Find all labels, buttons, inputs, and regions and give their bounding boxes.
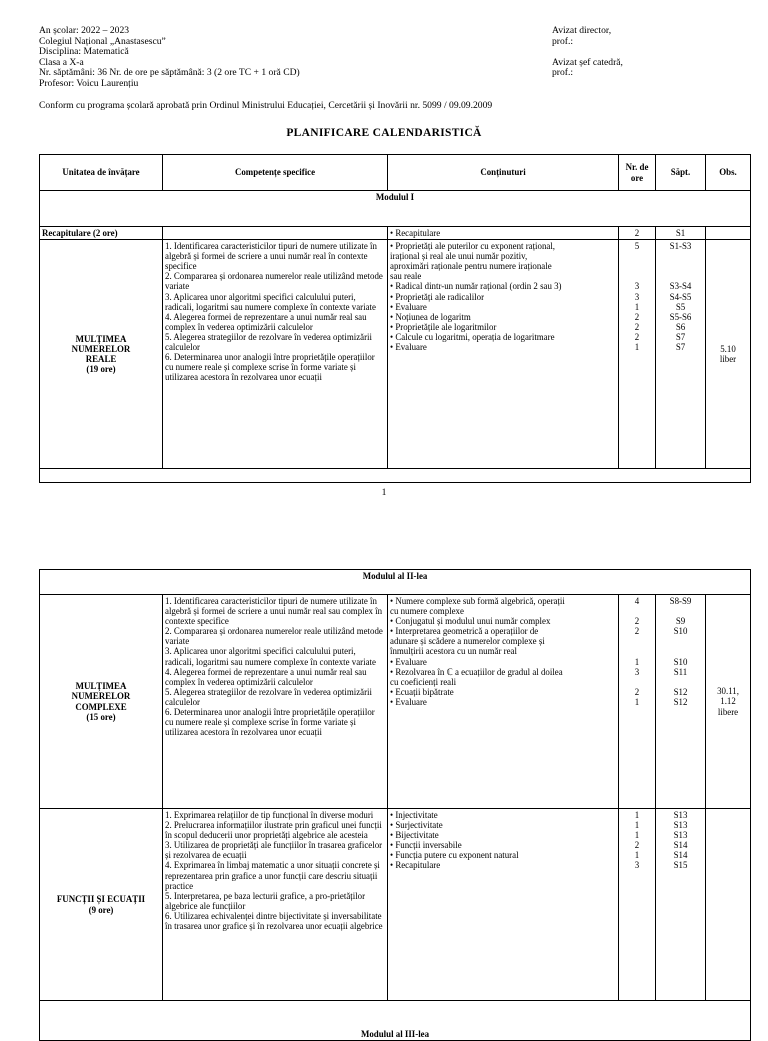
module-row <box>40 191 751 227</box>
weeks-hours: Nr. săptămâni: 36 Nr. de ore pe săptămână: 3 (2 ore TC + 1 oră CD) <box>39 67 300 79</box>
unit-line: NUMERELOR <box>71 691 131 702</box>
hours-value: 2 <box>634 686 640 697</box>
hours-value: 3 <box>634 281 640 292</box>
competence-item: 6. Utilizarea echivalenței dintre bijectivitate și inversabilitate în trasarea unor grafice și în rezolvarea unor ecuații algebrice <box>165 910 383 932</box>
hours-value <box>621 646 653 656</box>
col-header-hours: Nr. de ore <box>619 155 656 191</box>
week-value: S1-S3 <box>669 241 692 252</box>
hours-value: 1 <box>634 830 640 841</box>
competence-item: 1. Identificarea caracteristicilor tipuri de numere utilizate în algebră și formei de scriere a unui număr real în contexte specifice <box>165 241 377 272</box>
content-line: • Surjectivitate <box>390 820 443 831</box>
content-line: • Funcția putere cu exponent natural <box>390 850 519 861</box>
col-header-competences: Competențe specifice <box>163 155 388 191</box>
hours-value: 1 <box>634 850 640 861</box>
planning-table-page1 <box>39 154 751 483</box>
competence-item: 2. Prelucrarea informațiilor ilustrate prin graficul unei funcții în scopul deducerii unor proprietăți algebrice ale acesteia <box>165 820 382 841</box>
week-value: S11 <box>673 666 688 677</box>
director-approval: Avizat director, <box>552 25 612 36</box>
hours-value: 2 <box>634 321 640 332</box>
school-name: Colegiul Național „Anastasescu” <box>39 35 166 47</box>
header-right-block <box>552 26 732 79</box>
week-value <box>658 271 703 281</box>
unit-line: (9 ore) <box>88 904 114 915</box>
hours-value: 2 <box>634 311 640 322</box>
unit-line: MULȚIMEA <box>75 333 127 344</box>
week-value: S7 <box>675 342 686 353</box>
hours-cell <box>619 809 656 1001</box>
week-cell: S1 <box>656 227 706 240</box>
competence-item: 2. Compararea și ordonarea numerelor reale utilizând metode variate <box>165 271 383 292</box>
page-title: PLANIFICARE CALENDARISTICĂ <box>286 127 482 139</box>
hours-value: 4 <box>634 596 640 606</box>
table-row-empty <box>40 469 751 483</box>
content-line: • Radical dintr-un număr rațional (ordin 2 sau 3) <box>390 281 562 292</box>
content-line: • Conjugatul și modulul unui număr complex <box>390 616 551 627</box>
unit-line: REALE <box>85 354 117 365</box>
hours-value: 2 <box>634 616 640 627</box>
competences-cell <box>163 227 388 240</box>
competence-item: 5. Alegerea strategiilor de rezolvare în vederea optimizării calculelor <box>165 331 372 353</box>
unit-line: COMPLEXE <box>75 701 127 712</box>
module-label: Modulul al II-lea <box>40 570 751 595</box>
content-line: • Ecuații bipătrate <box>390 686 454 697</box>
unit-reals <box>40 240 163 469</box>
competences-cell <box>163 240 388 469</box>
hours-value: 1 <box>634 301 640 312</box>
week-value: S8-S9 <box>669 596 692 606</box>
competence-item: 6. Determinarea unor analogii între proprietățile operațiilor cu numere reale și complexe scrise în forme variate și utilizarea acestora în rezolvarea unor ecuații <box>165 707 375 738</box>
hours-value: 2 <box>634 331 640 342</box>
week-value: S5-S6 <box>669 311 692 322</box>
col-header-obs: Obs. <box>706 155 751 191</box>
curriculum-reference: Conform cu programa școlară aprobată prin Ordinul Ministrului Educației, Cercetării și Inovării nr. 5099 / 09.09.2009 <box>39 100 493 111</box>
content-line: • Proprietăți ale radicalilor <box>390 291 485 302</box>
unit-line: (15 ore) <box>86 711 116 722</box>
module-label: Modulul I <box>40 191 751 227</box>
hours-value: 5 <box>634 241 640 252</box>
hours-value: 1 <box>634 810 640 820</box>
competence-item: 1. Exprimarea relațiilor de tip funcțional în diverse moduri <box>165 810 374 820</box>
hours-value: 2 <box>634 840 640 851</box>
obs-cell <box>706 595 751 809</box>
competence-item: 1. Identificarea caracteristicilor tipuri de numere utilizate în algebră și formei de scriere a unui număr real sau complex în contexte specifice <box>165 596 383 627</box>
hours-value: 3 <box>634 666 640 677</box>
content-line: • Recapitulare <box>390 860 441 871</box>
content-line: • Injectivitate <box>390 810 438 820</box>
school-year: An școlar: 2022 – 2023 <box>39 25 130 36</box>
head-prof: prof.: <box>552 67 574 79</box>
hours-cell: 2 <box>619 227 656 240</box>
competence-item: 3. Aplicarea unor algoritmi specifici calculului puteri, radicali, logaritmi sau numere complexe în contexte variate <box>165 291 376 312</box>
week-value <box>658 251 703 261</box>
competence-item: 3. Utilizarea de proprietăți ale funcțiilor în trasarea graficelor și rezolvarea de ecuații <box>165 840 383 861</box>
unit-line: NUMERELOR <box>71 344 131 354</box>
content-line: • Evaluare <box>390 342 427 353</box>
hours-value: 1 <box>634 342 640 353</box>
competences-cell <box>163 809 388 1001</box>
col-header-unit: Unitatea de învățare <box>40 155 163 191</box>
obs-line: liber <box>719 354 737 365</box>
module-label: Modulul al III-lea <box>40 1001 751 1041</box>
week-value: S13 <box>673 810 688 820</box>
week-value: S14 <box>673 840 688 851</box>
competences-cell <box>163 595 388 809</box>
hours-cell <box>619 240 656 469</box>
content-line: cu numere complexe <box>390 606 464 617</box>
week-value: S6 <box>675 321 686 332</box>
class-grade: Clasa a X-a <box>39 56 84 68</box>
hours-value: 2 <box>634 626 640 637</box>
table-row <box>40 240 751 469</box>
week-value <box>658 677 703 687</box>
hours-value <box>621 677 653 687</box>
competence-item: 5. Interpretarea, pe baza lecturii grafice, a pro-prietăților algebrice ale funcțiilor <box>165 890 366 911</box>
content-line: • Numere complexe sub formă algebrică, operații <box>390 596 565 606</box>
col-header-week: Săpt. <box>656 155 706 191</box>
competence-item: 2. Compararea și ordonarea numerelor reale utilizând metode variate <box>165 626 383 647</box>
week-value: S12 <box>673 686 688 697</box>
content-line: aproximări raționale pentru numere iraționale <box>390 261 552 272</box>
unit-line: MULȚIMEA <box>75 681 127 692</box>
hours-value: 3 <box>634 860 640 871</box>
hours-cell <box>619 595 656 809</box>
week-value: S15 <box>673 860 688 871</box>
content-line: • Evaluare <box>390 301 427 312</box>
week-value <box>658 261 703 271</box>
week-value: S14 <box>673 850 688 861</box>
obs-cell <box>706 240 751 469</box>
content-line: • Noțiunea de logaritm <box>390 311 471 322</box>
content-cell <box>388 595 619 809</box>
content-line: irațional și real ale unui număr pozitiv, <box>390 251 528 262</box>
content-line: • Evaluare <box>390 656 427 667</box>
content-cell <box>388 809 619 1001</box>
week-value: S9 <box>675 616 686 627</box>
hours-value: 1 <box>634 820 640 831</box>
content-line: • Funcții inversabile <box>390 840 462 851</box>
hours-value <box>621 251 653 261</box>
hours-value: 1 <box>634 696 640 707</box>
planning-table-page2 <box>39 569 751 1041</box>
competence-item: 4. Alegerea formei de reprezentare a unui număr real sau complex în vederea optimizării calculelor <box>165 311 367 332</box>
week-value: S13 <box>673 830 688 841</box>
module-row <box>40 1001 751 1041</box>
unit-complex <box>40 595 163 809</box>
hours-value <box>621 636 653 646</box>
week-value <box>658 636 703 646</box>
obs-line: 5.10 <box>720 344 736 354</box>
obs-line: 30.11, <box>717 686 739 697</box>
obs-cell <box>706 809 751 1001</box>
week-value <box>658 606 703 616</box>
week-value: S10 <box>673 656 688 667</box>
table-row <box>40 227 751 240</box>
content-line: înmulțirii acestora cu un număr real <box>390 646 517 657</box>
hours-value <box>621 606 653 616</box>
content-line: adunare și scădere a numerelor complexe și <box>390 636 545 647</box>
competence-item: 5. Alegerea strategiilor de rezolvare în vederea optimizării calculelor <box>165 686 372 707</box>
hours-value: 3 <box>634 291 640 302</box>
hours-value <box>621 271 653 281</box>
content-line: • Evaluare <box>390 696 427 707</box>
content-line: sau reale <box>390 271 422 282</box>
teacher-name: Profesor: Voicu Laurențiu <box>39 77 139 89</box>
unit-line: (19 ore) <box>86 364 116 375</box>
hours-value: 1 <box>634 656 640 667</box>
table-row <box>40 809 751 1001</box>
competence-item: 3. Aplicarea unor algoritmi specifici calculului puteri, radicali, logaritmi sau numere complexe în contexte variate <box>165 646 376 667</box>
table-header-row <box>40 155 751 191</box>
week-value: S3-S4 <box>669 281 692 292</box>
content-line: cu coeficienți reali <box>390 676 457 687</box>
competence-item: 4. Exprimarea în limbaj matematic a unor situații concrete și reprezentarea prin grafice a unor funcții care descriu situații practice <box>165 860 380 891</box>
week-value: S7 <box>675 331 686 342</box>
director-prof: prof.: <box>552 35 574 47</box>
content-line: • Proprietăți ale puterilor cu exponent rațional, <box>390 241 556 252</box>
unit-line: FUNCȚII ȘI ECUAȚII <box>56 894 146 905</box>
week-value: S4-S5 <box>669 291 692 302</box>
content-line: • Rezolvarea în ℂ a ecuațiilor de gradul al doilea <box>390 666 563 677</box>
obs-line: 1.12 <box>720 696 736 707</box>
content-line: • Bijectivitate <box>390 830 439 841</box>
table-row <box>40 595 751 809</box>
content-cell <box>388 240 619 469</box>
week-value: S5 <box>675 301 686 312</box>
week-value <box>658 646 703 656</box>
obs-cell <box>706 227 751 240</box>
header-left-block <box>39 26 559 90</box>
week-cell <box>656 809 706 1001</box>
week-value: S13 <box>673 820 688 831</box>
competence-item: 6. Determinarea unor analogii între proprietățile operațiilor cu numere reale și complexe scrise în forme variate și utilizarea acestora în rezolvarea unor ecuații <box>165 352 375 383</box>
empty-cell <box>40 469 751 483</box>
col-header-content: Conținuturi <box>388 155 619 191</box>
content-line: • Calcule cu logaritmi, operația de logaritmare <box>390 331 555 342</box>
content-line: • Interpretarea geometrică a operațiilor de <box>390 626 539 637</box>
week-value: S12 <box>673 696 688 707</box>
head-approval: Avizat șef catedră, <box>552 56 623 68</box>
module-row <box>40 570 751 595</box>
hours-value <box>621 261 653 271</box>
unit-functions <box>40 809 163 1001</box>
week-value: S10 <box>673 626 688 637</box>
discipline: Disciplina: Matematică <box>39 46 129 58</box>
week-cell <box>656 240 706 469</box>
content-line: • Proprietățile ale logaritmilor <box>390 321 497 332</box>
competence-item: 4. Alegerea formei de reprezentare a unui număr real sau complex în vederea optimizării calculelor <box>165 666 367 687</box>
page-number: 1 <box>381 487 387 498</box>
obs-line: libere <box>717 706 739 717</box>
week-cell <box>656 595 706 809</box>
unit-recap: Recapitulare (2 ore) <box>40 227 163 240</box>
content-cell: • Recapitulare <box>388 227 619 240</box>
